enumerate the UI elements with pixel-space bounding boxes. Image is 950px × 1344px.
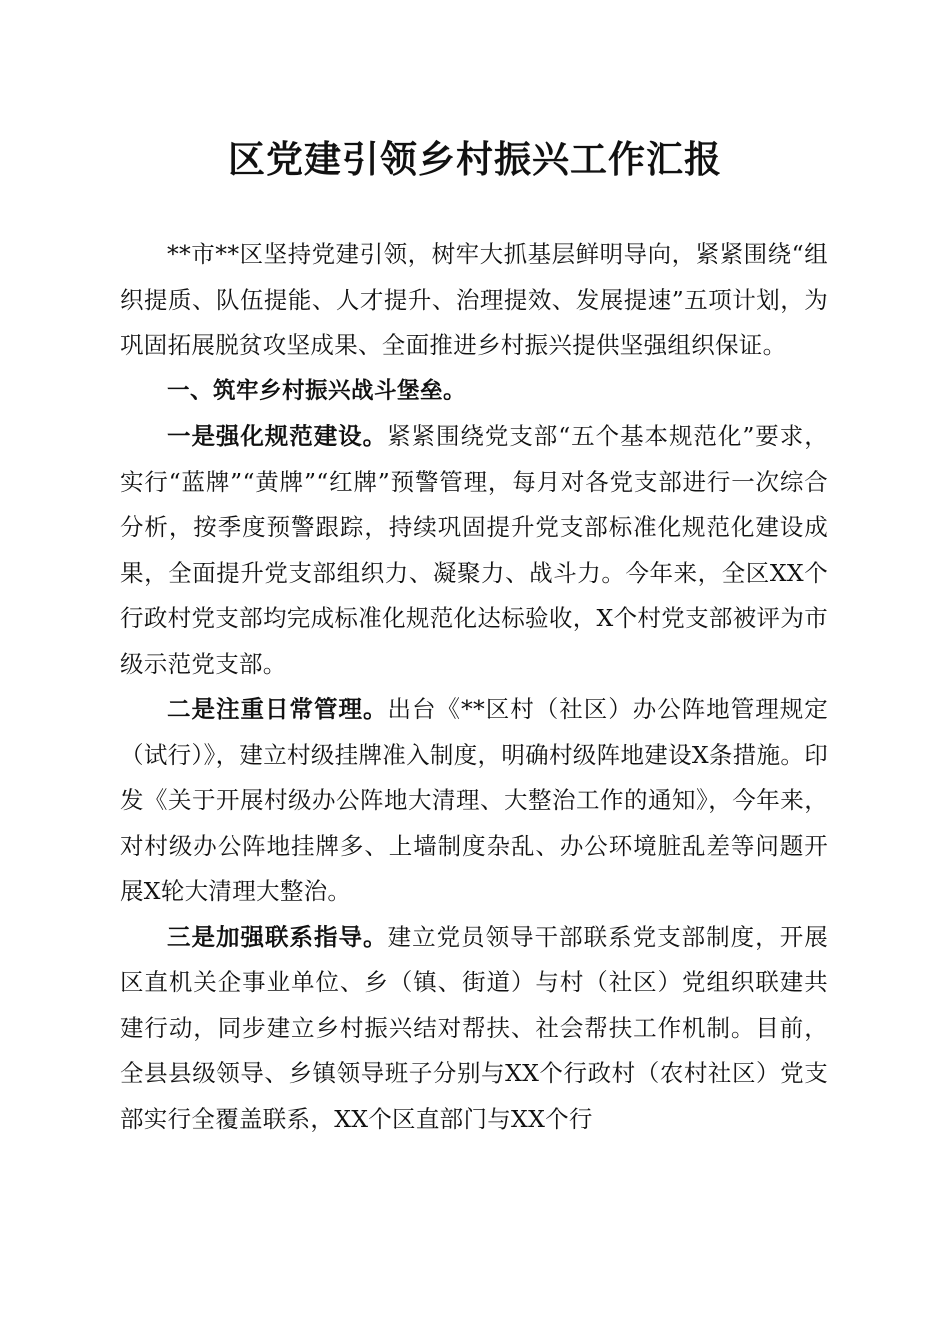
item-paragraph-1: [120, 414, 828, 687]
item-lead: 二是注重日常管理。: [167, 695, 388, 723]
section-heading: 一、筑牢乡村振兴战斗堡垒。: [167, 377, 467, 404]
item-text: 出台《**区村（社区）办公阵地管理规定（试行）》，建立村级挂牌准入制度，明确村级阵地建设X条措施。印发《关于开展村级办公阵地大清理、大整治工作的通知》，今年来，对村级办公阵地挂牌多、上墙制度杂乱、办公环境脏乱差等问题开展X轮大清理大整治。: [120, 695, 828, 905]
item-lead: 一是强化规范建设。: [167, 422, 388, 450]
document-body: [120, 232, 828, 1142]
item-lead: 三是加强联系指导。: [167, 922, 388, 951]
item-text: 建立党员领导干部联系党支部制度，开展区直机关企事业单位、乡（镇、街道）与村（社区）党组织联建共建行动，同步建立乡村振兴结对帮扶、社会帮扶工作机制。目前，全县县级领导、乡镇领导班子分别与XX个行政村（农村社区）党支部实行全覆盖联系，XX个区直部门与XX个行: [120, 922, 829, 1133]
document-title: 区党建引领乡村振兴工作汇报: [228, 137, 722, 181]
item-paragraph-2: [120, 687, 828, 915]
item-paragraph-3: [120, 915, 828, 1143]
item-text: 紧紧围绕党支部“五个基本规范化”要求，实行“蓝牌”“黄牌”“红牌”预警管理，每月对各党支部进行一次综合分析，按季度预警跟踪，持续巩固提升党支部标准化规范化建设成果，全面提升党支部组织力、凝聚力、战斗力。今年来，全区XX个行政村党支部均完成标准化规范化达标验收，X个村党支部被评为市级示范党支部。: [120, 422, 828, 678]
intro-paragraph: **市**区坚持党建引领，树牢大抓基层鲜明导向，紧紧围绕“组织提质、队伍提能、人才提升、治理提效、发展提速”五项计划，为巩固拓展脱贫攻坚成果、全面推进乡村振兴提供坚强组织保证。: [120, 240, 828, 359]
